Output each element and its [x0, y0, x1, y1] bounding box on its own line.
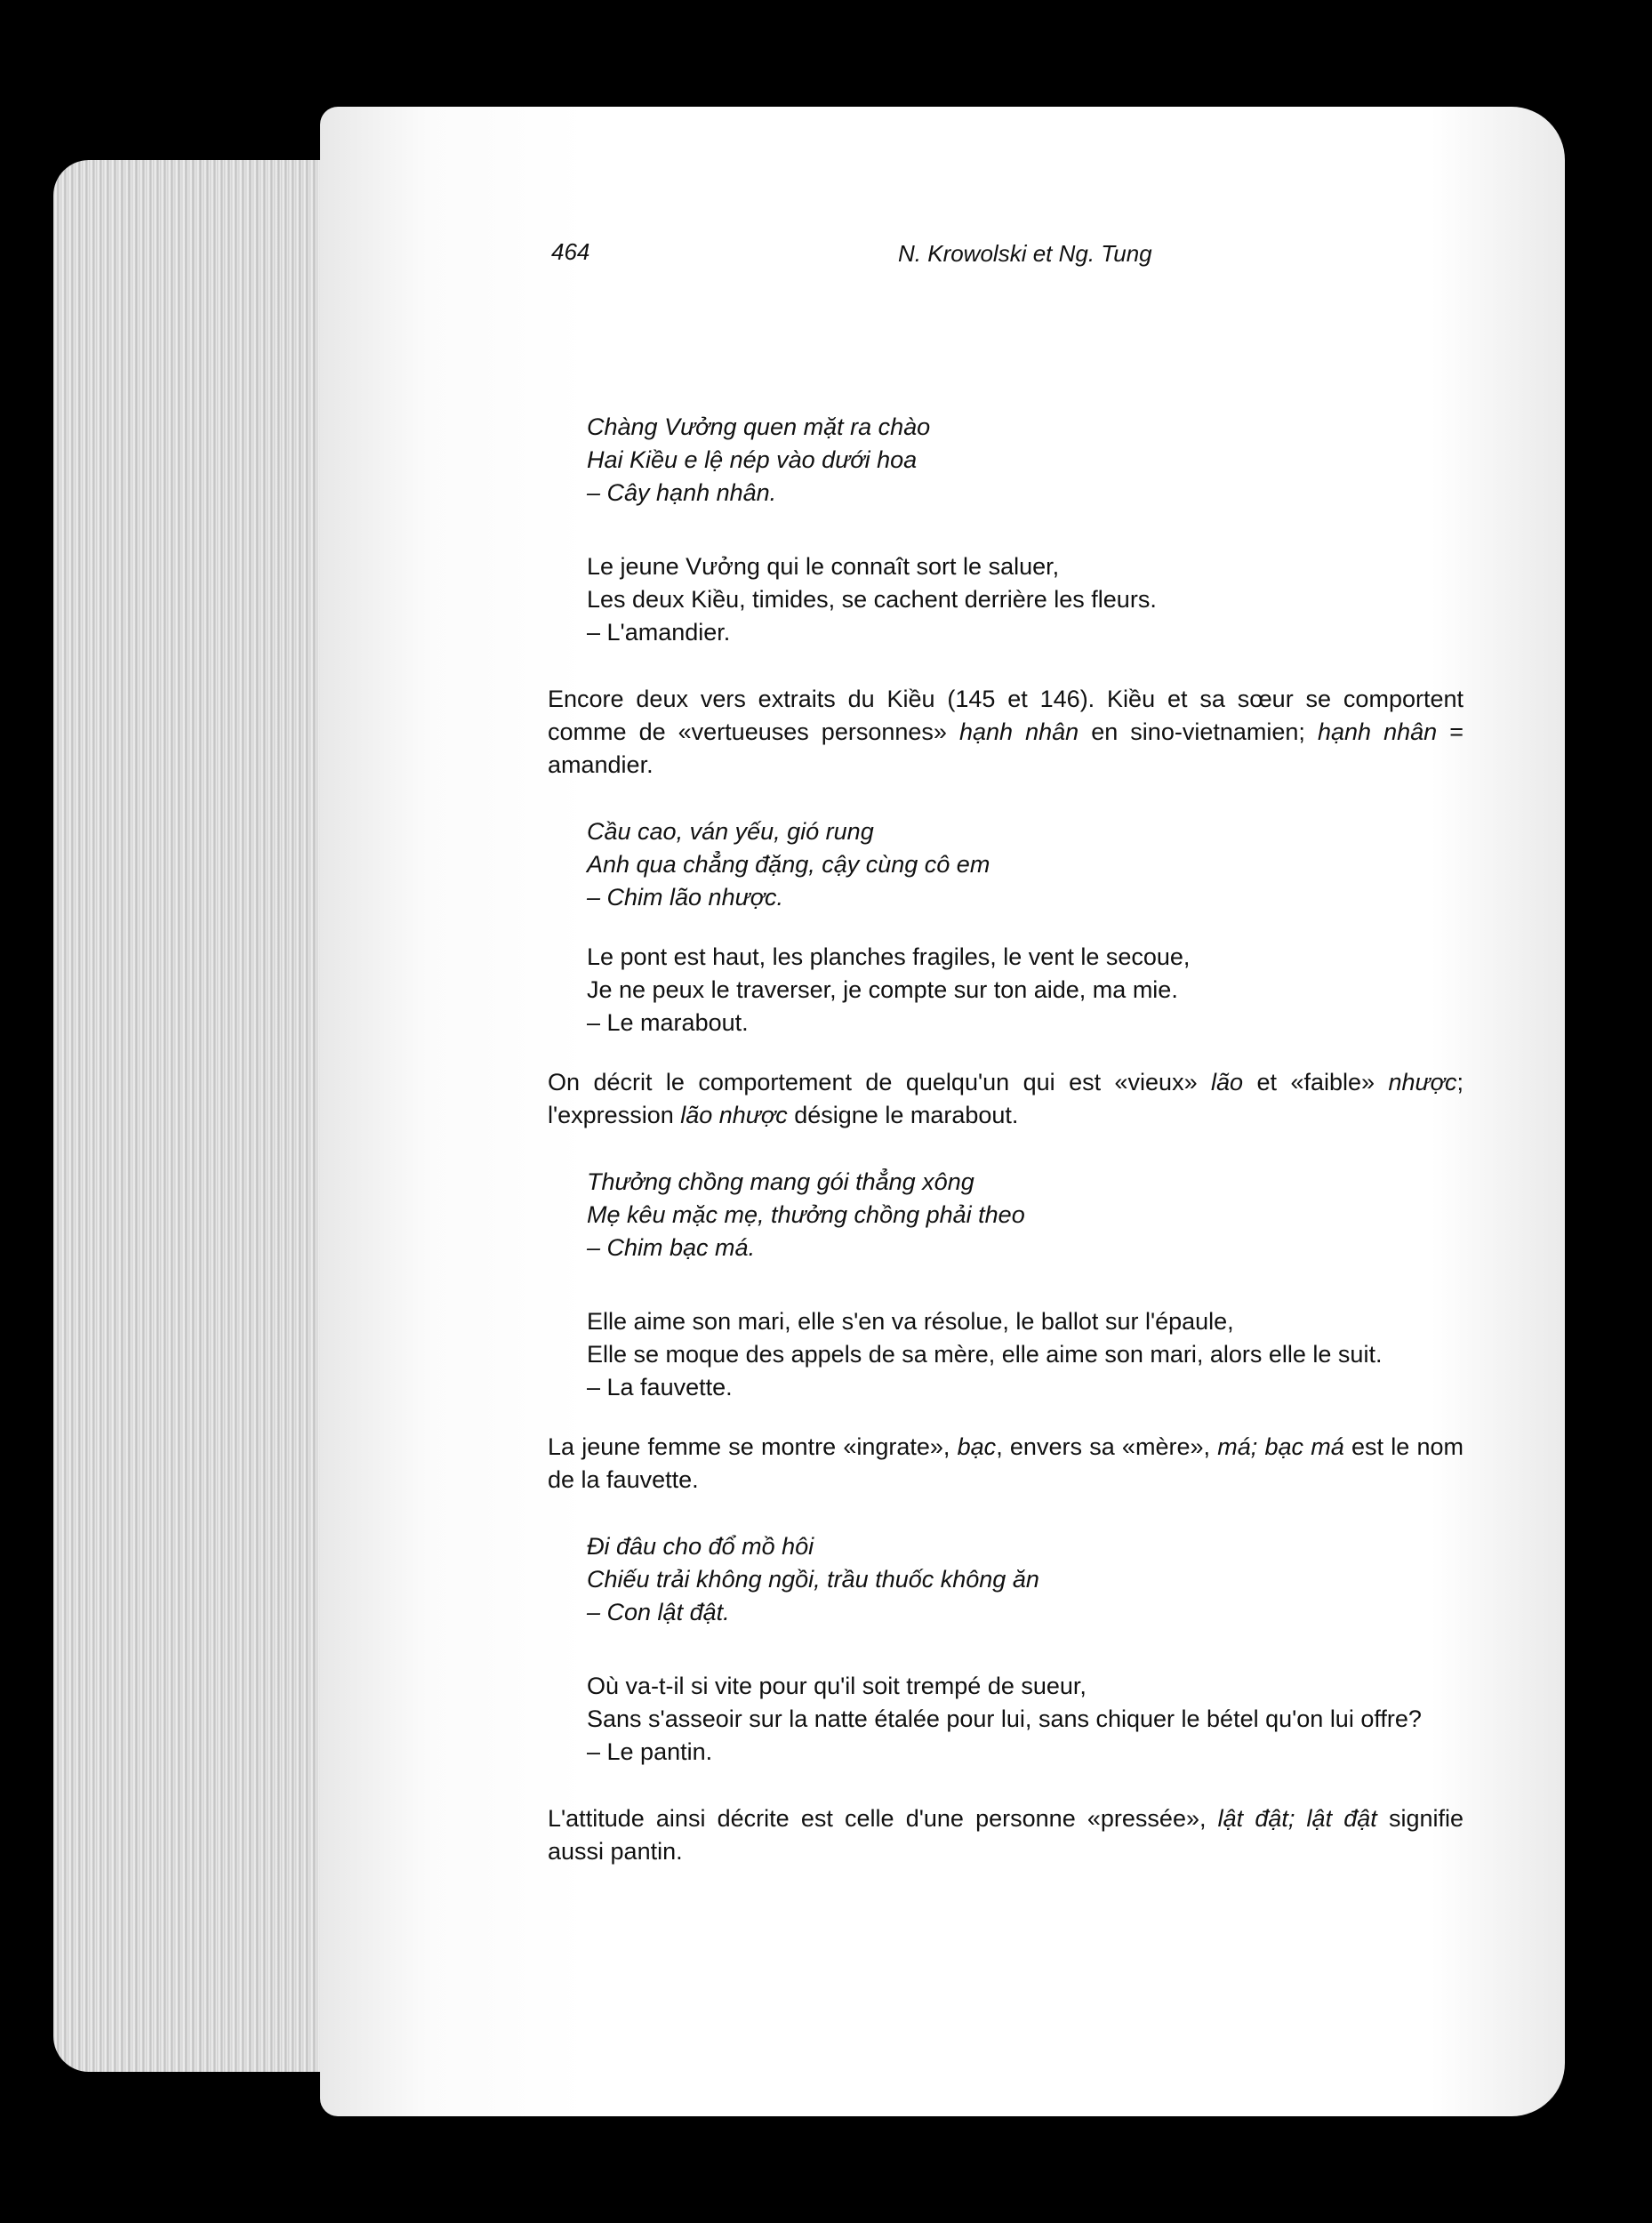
commentary-paragraph: Encore deux vers extraits du Kiều (145 et 146). Kiều et sa sœur se comportent comme de «vertueuses personnes» hạnh nhân en sino-vietnamien; hạnh nhân = amandier. [548, 686, 1464, 778]
translation-line: – La fauvette. [587, 1374, 733, 1400]
verse-line: – Chim lão nhược. [587, 884, 784, 911]
commentary-paragraph: La jeune femme se montre «ingrate», bạc, envers sa «mère», má; bạc má est le nom de la fauvette. [548, 1433, 1464, 1493]
page-header [551, 238, 1174, 270]
running-title: N. Krowolski et Ng. Tung [898, 240, 1152, 267]
translation-line: Le jeune Vưởng qui le connaît sort le saluer, [587, 553, 1060, 580]
verse-translation [587, 550, 1464, 649]
translation-line: Elle se moque des appels de sa mère, elle aime son mari, alors elle le suit. [587, 1341, 1383, 1368]
verse-line: Mẹ kêu mặc mẹ, thưởng chồng phải theo [587, 1201, 1025, 1228]
translation-line: Où va-t-il si vite pour qu'il soit trempé de sueur, [587, 1673, 1087, 1699]
verse-line: Chàng Vưởng quen mặt ra chào [587, 413, 931, 440]
book-page-edges [53, 160, 347, 2072]
verse-vietnamese [587, 411, 1464, 510]
verse-line: Chiếu trải không ngồi, trầu thuốc không ăn [587, 1566, 1039, 1593]
verse-translation [587, 941, 1464, 1039]
translation-line: – Le marabout. [587, 1009, 749, 1036]
translation-line: Elle aime son mari, elle s'en va résolue, le ballot sur l'épaule, [587, 1308, 1234, 1335]
commentary-paragraph: On décrit le comportement de quelqu'un qui est «vieux» lão et «faible» nhược; l'expression lão nhược désigne le marabout. [548, 1069, 1464, 1128]
translation-line: Les deux Kiều, timides, se cachent derrière les fleurs. [587, 586, 1157, 613]
translation-line: Sans s'asseoir sur la natte étalée pour lui, sans chiquer le bétel qu'on lui offre? [587, 1705, 1422, 1732]
verse-translation [587, 1305, 1464, 1404]
verse-line: Anh qua chẳng đặng, cậy cùng cô em [587, 851, 990, 878]
verse-translation [587, 1670, 1464, 1769]
verse-line: – Chim bạc má. [587, 1234, 756, 1261]
page-body [548, 411, 1464, 1868]
translation-line: Le pont est haut, les planches fragiles, le vent le secoue, [587, 943, 1191, 970]
verse-line: Đi đâu cho đổ mồ hôi [587, 1533, 814, 1560]
verse-line: Hai Kiều e lệ nép vào dưới hoa [587, 446, 918, 473]
translation-line: – Le pantin. [587, 1738, 713, 1765]
verse-line: Thưởng chồng mang gói thẳng xông [587, 1168, 974, 1195]
verse-line: Cầu cao, ván yếu, gió rung [587, 818, 874, 845]
translation-line: Je ne peux le traverser, je compte sur ton aide, ma mie. [587, 976, 1178, 1003]
verse-vietnamese [587, 1530, 1464, 1629]
verse-vietnamese [587, 1166, 1464, 1264]
page-number: 464 [551, 238, 590, 265]
verse-line: – Cây hạnh nhân. [587, 479, 777, 506]
commentary-paragraph: L'attitude ainsi décrite est celle d'une personne «pressée», lật đật; lật đật signifie aussi pantin. [548, 1805, 1464, 1865]
verse-vietnamese [587, 815, 1464, 914]
verse-line: – Con lật đật. [587, 1599, 730, 1625]
translation-line: – L'amandier. [587, 619, 731, 646]
